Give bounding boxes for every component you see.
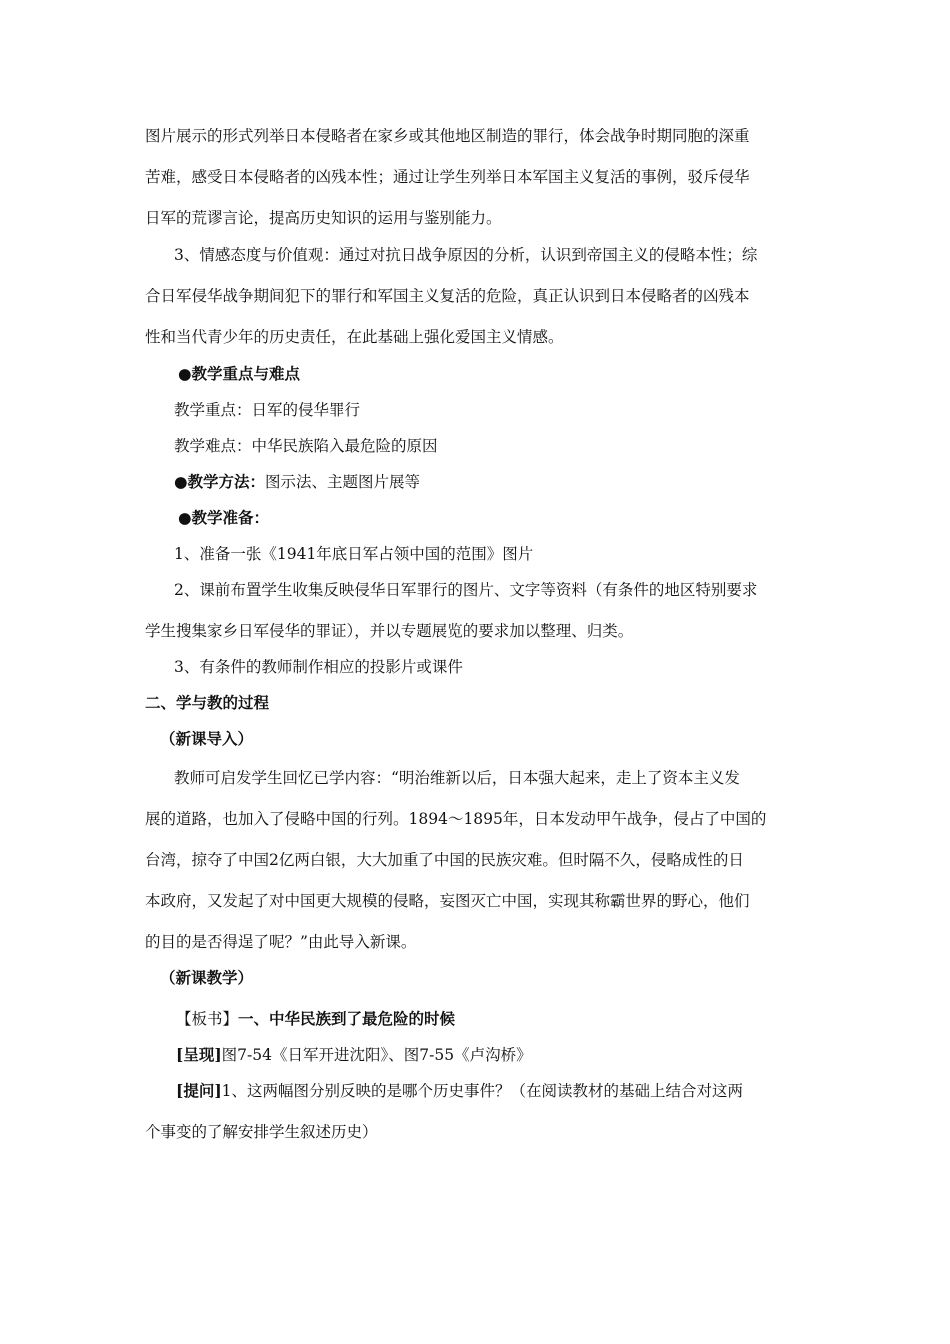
text-line: 性和当代青少年的历史责任，在此基础上强化爱国主义情感。	[145, 328, 564, 346]
show-label: [呈现]	[176, 1045, 222, 1064]
text-line	[176, 1045, 532, 1065]
text-line: 教师可启发学生回忆已学内容：“明治维新以后，日本强大起来，走上了资本主义发	[174, 769, 740, 787]
ask-text: 1、这两幅图分别反映的是哪个历史事件？（在阅读教材的基础上结合对这两	[221, 1082, 744, 1100]
method-label: ●教学方法：	[174, 472, 266, 491]
section-heading: 二、学与教的过程	[145, 693, 270, 712]
text-line: 教学重点：日军的侵华罪行	[174, 401, 361, 419]
text-line: 教学难点：中华民族陷入最危险的原因	[174, 437, 438, 455]
board-text: 一、中华民族到了最危险的时候	[238, 1009, 456, 1028]
text-line: 1、准备一张《1941年底日军占领中国的范围》图片	[174, 545, 534, 563]
text-line: 图片展示的形式列举日本侵略者在家乡或其他地区制造的罪行，体会战争时期同胞的深重	[145, 127, 750, 145]
show-text: 图7-54《日军开进沈阳》、图7-55《卢沟桥》	[221, 1046, 532, 1064]
text-line: 的目的是否得逞了呢？”由此导入新课。	[145, 933, 417, 951]
text-line: 本政府，又发起了对中国更大规模的侵略，妄图灭亡中国，实现其称霸世界的野心，他们	[145, 892, 750, 910]
text-line	[176, 1081, 743, 1101]
section-heading: ●教学重点与难点	[178, 364, 301, 383]
text-line: 展的道路，也加入了侵略中国的行列。1894～1895年，日本发动甲午战争，侵占了中国的	[145, 810, 767, 828]
subsection-heading: （新课导入）	[160, 729, 254, 748]
text-line: 台湾，掠夺了中国2亿两白银，大大加重了中国的民族灾难。但时隔不久，侵略成性的日	[145, 851, 744, 869]
text-line: 3、情感态度与价值观：通过对抗日战争原因的分析，认识到帝国主义的侵略本性；综	[174, 246, 758, 264]
text-line: 2、课前布置学生收集反映侵华日军罪行的图片、文字等资料（有条件的地区特别要求	[174, 581, 758, 599]
subsection-heading: （新课教学）	[160, 968, 254, 987]
text-line: 日军的荒谬言论，提高历史知识的运用与鉴别能力。	[145, 209, 502, 227]
ask-label: [提问]	[176, 1081, 222, 1100]
text-line: 个事变的了解安排学生叙述历史）	[145, 1123, 378, 1141]
section-heading: ●教学准备：	[178, 508, 270, 527]
text-line: 苦难，感受日本侵略者的凶残本性；通过让学生列举日本军国主义复活的事例，驳斥侵华	[145, 168, 750, 186]
method-text: 图示法、主题图片展等	[265, 473, 421, 491]
board-label: 【板书】	[176, 1010, 239, 1028]
text-line: 学生搜集家乡日军侵华的罪证），并以专题展览的要求加以整理、归类。	[145, 622, 634, 640]
text-line: 合日军侵华战争期间犯下的罪行和军国主义复活的危险，真正认识到日本侵略者的凶残本	[145, 287, 750, 305]
text-line	[176, 1009, 455, 1029]
text-line	[174, 472, 420, 492]
text-line: 3、有条件的教师制作相应的投影片或课件	[174, 658, 463, 676]
